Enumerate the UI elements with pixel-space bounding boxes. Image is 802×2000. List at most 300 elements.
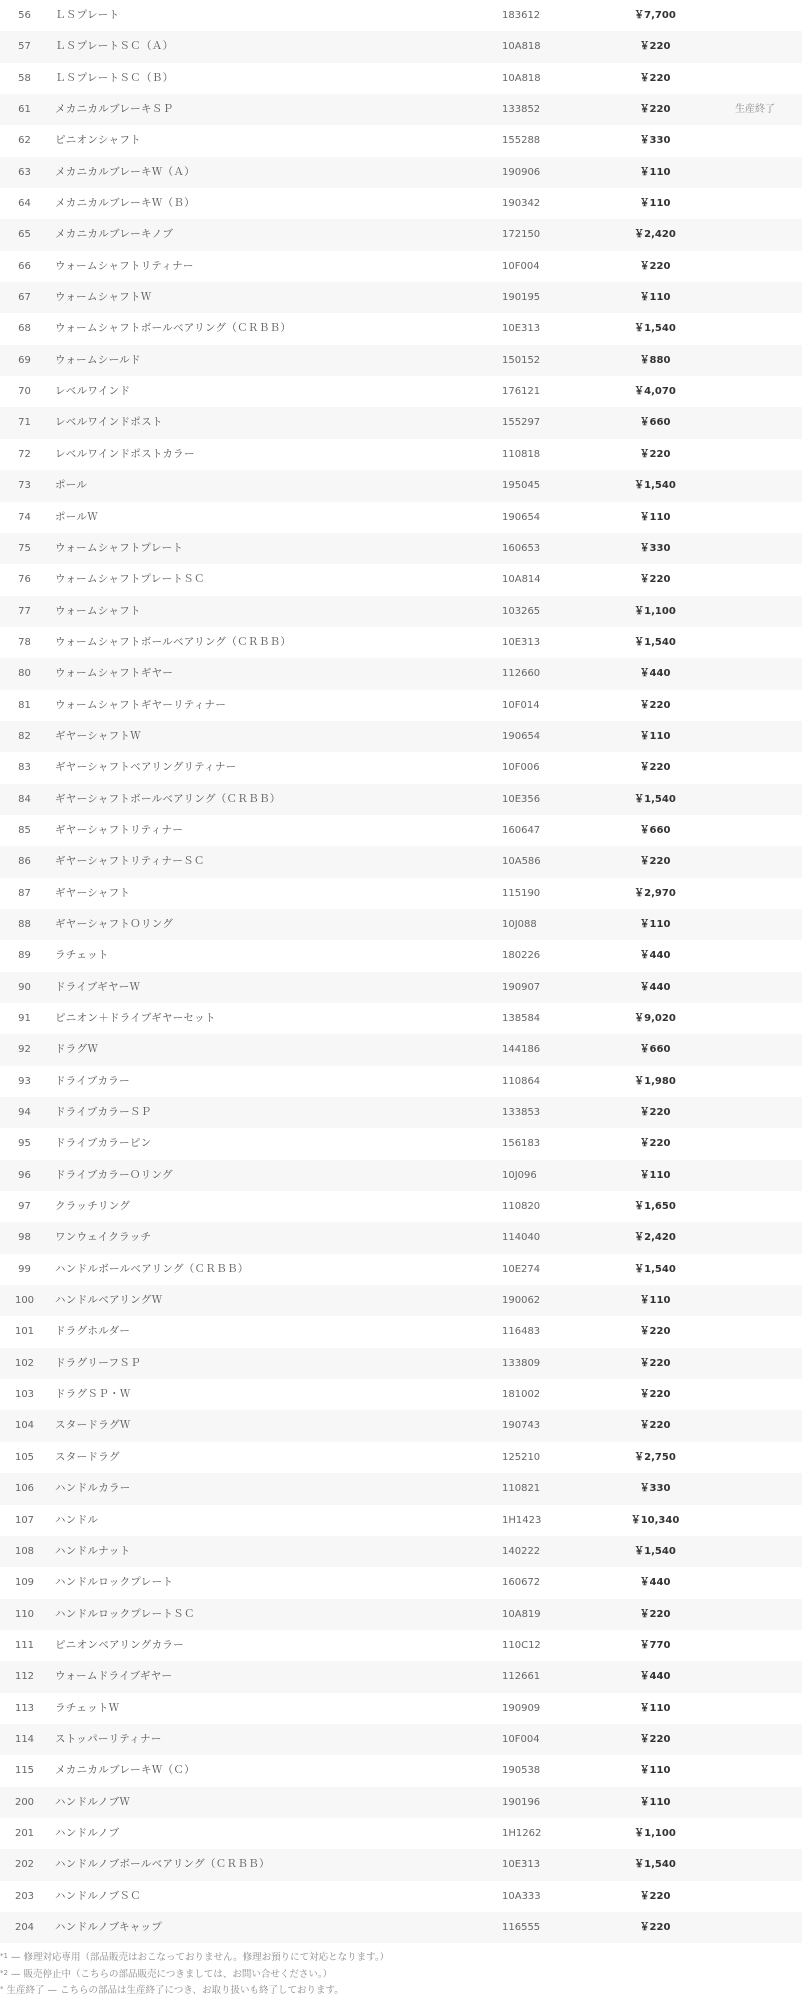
part-code: 150152 bbox=[502, 354, 541, 366]
part-code: 190909 bbox=[502, 1702, 541, 1714]
part-price: ￥9,020 bbox=[634, 1013, 676, 1024]
part-name: ウォームシャフト bbox=[55, 604, 141, 617]
part-number: 73 bbox=[18, 480, 31, 492]
part-price: ￥110 bbox=[639, 1295, 671, 1307]
part-code: 10F004 bbox=[502, 1733, 540, 1745]
part-code: 110820 bbox=[502, 1201, 541, 1213]
part-name: ギヤーシャフトベアリングリティナー bbox=[55, 761, 237, 774]
footnotes bbox=[0, 1950, 802, 2000]
part-name: ウォームシャフトリティナー bbox=[55, 259, 194, 272]
part-name: ウォームドライブギヤー bbox=[55, 1670, 173, 1683]
part-name: ドラグリーフＳＰ bbox=[55, 1356, 141, 1369]
part-number: 84 bbox=[18, 793, 31, 805]
part-number: 62 bbox=[18, 135, 31, 147]
part-name: ハンドルロックプレートＳＣ bbox=[55, 1607, 195, 1620]
table-row bbox=[0, 313, 802, 344]
part-name: ハンドルノブキャップ bbox=[55, 1920, 163, 1933]
part-price: ￥220 bbox=[639, 574, 671, 586]
part-name: ラチェットＷ bbox=[55, 1701, 120, 1714]
part-price: ￥110 bbox=[639, 511, 671, 523]
part-code: 1H1423 bbox=[502, 1514, 542, 1526]
part-number: 71 bbox=[18, 417, 31, 429]
part-number: 201 bbox=[14, 1827, 35, 1839]
part-number: 82 bbox=[18, 730, 31, 742]
part-number: 96 bbox=[18, 1169, 31, 1181]
table-row bbox=[0, 1567, 802, 1598]
part-price: ￥1,540 bbox=[634, 1545, 676, 1557]
part-price: ￥330 bbox=[639, 1483, 671, 1495]
part-number: 85 bbox=[18, 824, 31, 836]
part-name: ウォームシャフトプレート bbox=[55, 541, 184, 554]
table-row bbox=[0, 1285, 802, 1316]
part-price: ￥1,540 bbox=[634, 793, 676, 805]
part-name: ＬＳプレートＳＣ（Ｂ） bbox=[55, 71, 174, 84]
part-number: 75 bbox=[18, 542, 31, 554]
part-code: 190906 bbox=[502, 166, 541, 178]
part-code: 155297 bbox=[502, 417, 541, 429]
part-code: 10E313 bbox=[502, 636, 541, 648]
part-code: 10F004 bbox=[502, 260, 540, 272]
part-code: 116555 bbox=[502, 1921, 541, 1933]
part-number: 64 bbox=[18, 198, 31, 210]
part-name: ドラグＷ bbox=[55, 1043, 99, 1056]
part-number: 105 bbox=[14, 1451, 35, 1463]
table-row bbox=[0, 564, 802, 595]
table-row bbox=[0, 1755, 802, 1786]
part-name: ギヤーシャフト bbox=[55, 886, 131, 899]
footnote-text: — 販売停止中（こちらの部品販売につきましては、お問い合せください。） bbox=[7, 1968, 333, 1980]
part-price: ￥660 bbox=[639, 417, 671, 429]
part-number: 109 bbox=[14, 1577, 35, 1589]
part-price: ￥220 bbox=[639, 1357, 671, 1369]
part-code: 10A333 bbox=[502, 1890, 541, 1902]
part-price: ￥220 bbox=[639, 1733, 671, 1745]
footnote-mark: *1 bbox=[0, 1952, 8, 1960]
table-row bbox=[0, 1505, 802, 1536]
table-row bbox=[0, 1254, 802, 1285]
part-price: ￥1,540 bbox=[634, 636, 676, 648]
part-number: 204 bbox=[14, 1921, 35, 1933]
table-row bbox=[0, 972, 802, 1003]
part-price: ￥220 bbox=[639, 72, 671, 84]
part-name: ウォームシャフトプレートＳＣ bbox=[55, 573, 205, 586]
part-number: 102 bbox=[14, 1357, 35, 1369]
table-row bbox=[0, 1222, 802, 1253]
footnote-text: 生産終了 — こちらの部品は生産終了につき、お取り扱いも終了しております。 bbox=[3, 1985, 344, 1996]
part-code: 1H1262 bbox=[502, 1827, 542, 1839]
part-code: 10F006 bbox=[502, 762, 540, 774]
part-name: スタードラグ bbox=[55, 1450, 120, 1463]
table-row bbox=[0, 125, 802, 156]
part-number: 57 bbox=[18, 41, 31, 53]
part-number: 74 bbox=[18, 511, 31, 523]
part-code: 116483 bbox=[502, 1326, 541, 1338]
part-name: メカニカルブレーキＷ（Ｃ） bbox=[55, 1764, 195, 1777]
part-number: 88 bbox=[18, 918, 31, 930]
table-row bbox=[0, 470, 802, 501]
part-name: ハンドルロックプレート bbox=[55, 1576, 174, 1589]
part-name: ウォームシールド bbox=[55, 353, 141, 366]
part-code: 156183 bbox=[502, 1138, 541, 1150]
part-price: ￥110 bbox=[639, 1796, 671, 1808]
part-number: 67 bbox=[18, 292, 31, 304]
part-name: ドラグホルダー bbox=[55, 1325, 131, 1338]
part-name: ウォームシャフトＷ bbox=[55, 291, 152, 304]
table-row bbox=[0, 251, 802, 282]
part-name: ドライブカラーＯリング bbox=[55, 1168, 173, 1181]
table-row bbox=[0, 1410, 802, 1441]
part-price: ￥220 bbox=[639, 1890, 671, 1902]
table-row bbox=[0, 1379, 802, 1410]
table-row bbox=[0, 1599, 802, 1630]
part-price: ￥2,420 bbox=[634, 229, 676, 241]
part-code: 10E313 bbox=[502, 1859, 541, 1871]
part-price: ￥220 bbox=[639, 1138, 671, 1150]
part-price: ￥220 bbox=[639, 762, 671, 774]
table-row bbox=[0, 690, 802, 721]
part-price: ￥660 bbox=[639, 824, 671, 836]
part-name: ラチェット bbox=[55, 949, 109, 962]
part-number: 112 bbox=[14, 1671, 35, 1683]
table-row bbox=[0, 1034, 802, 1065]
part-price: ￥110 bbox=[639, 198, 671, 210]
part-name: ハンドルナット bbox=[55, 1544, 131, 1557]
part-name: ピニオンシャフト bbox=[55, 134, 141, 147]
part-number: 78 bbox=[18, 636, 31, 648]
table-row bbox=[0, 878, 802, 909]
table-row bbox=[0, 1473, 802, 1504]
part-code: 176121 bbox=[502, 386, 541, 398]
part-price: ￥2,970 bbox=[634, 887, 676, 899]
part-price: ￥440 bbox=[639, 1671, 671, 1683]
table-row bbox=[0, 1066, 802, 1097]
part-name: ドライブギヤーＷ bbox=[55, 980, 141, 993]
part-number: 66 bbox=[18, 260, 31, 272]
part-number: 68 bbox=[18, 323, 31, 335]
part-number: 69 bbox=[18, 354, 31, 366]
part-price: ￥220 bbox=[639, 260, 671, 272]
part-name: ピニオンベアリングカラー bbox=[55, 1638, 184, 1651]
part-price: ￥110 bbox=[639, 918, 671, 930]
part-code: 10E274 bbox=[502, 1263, 541, 1275]
part-number: 103 bbox=[14, 1389, 35, 1401]
part-price: ￥1,650 bbox=[634, 1201, 676, 1213]
part-price: ￥770 bbox=[639, 1639, 671, 1651]
part-code: 125210 bbox=[502, 1451, 541, 1463]
table-row bbox=[0, 439, 802, 470]
part-price: ￥1,980 bbox=[634, 1075, 676, 1087]
table-row bbox=[0, 188, 802, 219]
table-row bbox=[0, 909, 802, 940]
part-name: メカニカルブレーキＷ（Ａ） bbox=[55, 165, 195, 178]
table-row bbox=[0, 407, 802, 438]
part-name: ポール bbox=[55, 479, 88, 492]
part-name: ドラグＳＰ・Ｗ bbox=[55, 1388, 131, 1401]
part-number: 63 bbox=[18, 166, 31, 178]
part-name: ストッパーリティナー bbox=[55, 1732, 162, 1745]
part-price: ￥220 bbox=[639, 448, 671, 460]
part-code: 110818 bbox=[502, 448, 541, 460]
part-name: ハンドルノブＷ bbox=[55, 1795, 131, 1808]
table-row bbox=[0, 1693, 802, 1724]
part-name: ギヤーシャフトリティナーＳＣ bbox=[55, 855, 205, 868]
part-number: 87 bbox=[18, 887, 31, 899]
part-number: 93 bbox=[18, 1075, 31, 1087]
part-name: レベルワインドポストカラー bbox=[55, 447, 195, 460]
part-price: ￥440 bbox=[639, 1577, 671, 1589]
part-number: 56 bbox=[18, 10, 31, 21]
part-price: ￥2,420 bbox=[634, 1232, 676, 1244]
table-row bbox=[0, 157, 802, 188]
table-row bbox=[0, 1912, 802, 1943]
part-code: 160647 bbox=[502, 824, 541, 836]
table-row bbox=[0, 1128, 802, 1159]
table-row bbox=[0, 94, 802, 125]
part-number: 99 bbox=[18, 1263, 31, 1275]
part-code: 103265 bbox=[502, 605, 541, 617]
part-name: ハンドルノブＳＣ bbox=[55, 1889, 141, 1902]
part-price: ￥220 bbox=[639, 1107, 671, 1119]
part-number: 100 bbox=[14, 1295, 35, 1307]
part-number: 70 bbox=[18, 386, 31, 398]
part-name: ウォームシャフトギヤー bbox=[55, 667, 174, 680]
part-number: 90 bbox=[18, 981, 31, 993]
part-code: 183612 bbox=[502, 10, 541, 21]
part-price: ￥440 bbox=[639, 668, 671, 680]
part-code: 190907 bbox=[502, 981, 541, 993]
table-row bbox=[0, 658, 802, 689]
part-price: ￥220 bbox=[639, 1326, 671, 1338]
table-row bbox=[0, 1536, 802, 1567]
part-name: レベルワインドポスト bbox=[55, 416, 163, 429]
part-code: 10E313 bbox=[502, 323, 541, 335]
table-row bbox=[0, 1097, 802, 1128]
table-row bbox=[0, 1003, 802, 1034]
part-code: 190538 bbox=[502, 1765, 541, 1777]
part-code: 133853 bbox=[502, 1107, 541, 1119]
part-name: ギヤーシャフトボールベアリング（ＣＲＢＢ） bbox=[55, 792, 281, 805]
table-row bbox=[0, 345, 802, 376]
part-code: 190743 bbox=[502, 1420, 541, 1432]
table-row bbox=[0, 1849, 802, 1880]
part-code: 172150 bbox=[502, 229, 541, 241]
part-code: 114040 bbox=[502, 1232, 541, 1244]
part-name: ギヤーシャフトＯリング bbox=[55, 917, 174, 930]
part-number: 106 bbox=[14, 1483, 35, 1495]
part-name: ハンドルボールベアリング（ＣＲＢＢ） bbox=[55, 1262, 249, 1275]
part-name: ドライブカラー bbox=[55, 1074, 130, 1087]
part-number: 89 bbox=[18, 950, 31, 962]
table-row bbox=[0, 846, 802, 877]
part-number: 113 bbox=[14, 1702, 35, 1714]
part-price: ￥1,540 bbox=[634, 1263, 676, 1275]
part-code: 115190 bbox=[502, 887, 541, 899]
part-name: ハンドル bbox=[55, 1513, 99, 1526]
part-name: ポールＷ bbox=[55, 510, 98, 523]
part-code: 180226 bbox=[502, 950, 541, 962]
part-code: 190654 bbox=[502, 511, 541, 523]
part-number: 58 bbox=[18, 72, 31, 84]
part-number: 94 bbox=[18, 1107, 31, 1119]
part-price: ￥4,070 bbox=[634, 386, 676, 398]
table-row bbox=[0, 1160, 802, 1191]
part-code: 195045 bbox=[502, 480, 541, 492]
part-code: 138584 bbox=[502, 1013, 541, 1024]
part-code: 190654 bbox=[502, 730, 541, 742]
table-row bbox=[0, 376, 802, 407]
part-name: ピニオン＋ドライブギヤーセット bbox=[55, 1012, 216, 1024]
part-number: 111 bbox=[14, 1639, 35, 1651]
part-code: 133809 bbox=[502, 1357, 541, 1369]
part-code: 160653 bbox=[502, 542, 541, 554]
footnote-line bbox=[0, 1967, 802, 1984]
part-number: 77 bbox=[18, 605, 31, 617]
part-price: ￥2,750 bbox=[634, 1451, 676, 1463]
part-number: 81 bbox=[18, 699, 31, 711]
part-number: 95 bbox=[18, 1138, 31, 1150]
part-name: ドライブカラーＳＰ bbox=[55, 1106, 152, 1119]
part-price: ￥440 bbox=[639, 950, 671, 962]
part-number: 200 bbox=[14, 1796, 35, 1808]
part-price: ￥1,100 bbox=[634, 605, 676, 617]
part-price: ￥110 bbox=[639, 730, 671, 742]
part-price: ￥660 bbox=[639, 1044, 671, 1056]
part-name: ウォームシャフトボールベアリング（ＣＲＢＢ） bbox=[55, 635, 292, 648]
table-row bbox=[0, 219, 802, 250]
part-price: ￥220 bbox=[639, 104, 671, 116]
part-name: ドライブカラーピン bbox=[55, 1137, 152, 1150]
part-number: 97 bbox=[18, 1201, 31, 1213]
table-row bbox=[0, 627, 802, 658]
part-name: ウォームシャフトボールベアリング（ＣＲＢＢ） bbox=[55, 322, 292, 335]
part-price: ￥440 bbox=[639, 981, 671, 993]
part-price: ￥220 bbox=[639, 41, 671, 53]
part-number: 65 bbox=[18, 229, 31, 241]
part-number: 202 bbox=[14, 1859, 35, 1871]
part-number: 76 bbox=[18, 574, 31, 586]
part-code: 110C12 bbox=[502, 1639, 541, 1651]
part-price: ￥220 bbox=[639, 1921, 671, 1933]
part-name: ハンドルベアリングＷ bbox=[55, 1294, 163, 1307]
part-code: 112660 bbox=[502, 668, 541, 680]
part-code: 10E356 bbox=[502, 793, 541, 805]
table-row bbox=[0, 752, 802, 783]
table-row bbox=[0, 1316, 802, 1347]
footnote-mark: *2 bbox=[0, 1968, 8, 1977]
part-price: ￥1,540 bbox=[634, 323, 676, 335]
part-code: 190342 bbox=[502, 198, 541, 210]
part-code: 190195 bbox=[502, 292, 541, 304]
part-price: ￥10,340 bbox=[630, 1514, 680, 1526]
part-number: 83 bbox=[18, 762, 31, 774]
part-code: 160672 bbox=[502, 1577, 541, 1589]
part-number: 107 bbox=[14, 1514, 35, 1526]
part-price: ￥220 bbox=[639, 699, 671, 711]
part-name: クラッチリング bbox=[55, 1200, 131, 1213]
part-code: 10A818 bbox=[502, 72, 541, 84]
part-code: 133852 bbox=[502, 104, 541, 116]
part-price: ￥330 bbox=[639, 542, 671, 554]
part-price: ￥220 bbox=[639, 1420, 671, 1432]
part-price: ￥220 bbox=[639, 856, 671, 868]
part-name: ギヤーシャフトＷ bbox=[55, 729, 141, 742]
part-code: 10A814 bbox=[502, 574, 541, 586]
table-row bbox=[0, 1191, 802, 1222]
part-price: ￥1,100 bbox=[634, 1827, 676, 1839]
part-code: 155288 bbox=[502, 135, 541, 147]
part-code: 181002 bbox=[502, 1389, 541, 1401]
table-row bbox=[0, 63, 802, 94]
part-number: 114 bbox=[14, 1733, 35, 1745]
part-number: 61 bbox=[18, 104, 31, 116]
part-number: 203 bbox=[14, 1890, 35, 1902]
part-code: 10J096 bbox=[502, 1169, 537, 1181]
footnote-text: — 修理対応専用（部品販売はおこなっておりません。修理お預りにて対応となります。） bbox=[7, 1952, 390, 1963]
part-name: ＬＳプレートＳＣ（Ａ） bbox=[55, 40, 174, 53]
table-row bbox=[0, 1881, 802, 1912]
part-price: ￥880 bbox=[639, 354, 671, 366]
part-number: 104 bbox=[14, 1420, 35, 1432]
part-price: ￥1,540 bbox=[634, 480, 676, 492]
part-name: スタードラグＷ bbox=[55, 1419, 131, 1432]
part-name: ＬＳプレート bbox=[55, 9, 120, 21]
part-name: ウォームシャフトギヤーリティナー bbox=[55, 698, 227, 711]
part-code: 112661 bbox=[502, 1671, 541, 1683]
part-price: ￥330 bbox=[639, 135, 671, 147]
table-row bbox=[0, 1442, 802, 1473]
part-code: 10A819 bbox=[502, 1608, 541, 1620]
part-number: 110 bbox=[14, 1608, 35, 1620]
footnote-mark: * bbox=[0, 1985, 4, 1993]
part-price: ￥1,540 bbox=[634, 1859, 676, 1871]
part-code: 110821 bbox=[502, 1483, 541, 1495]
table-row bbox=[0, 282, 802, 313]
table-row bbox=[0, 1630, 802, 1661]
table-row bbox=[0, 721, 802, 752]
part-price: ￥220 bbox=[639, 1608, 671, 1620]
part-price: ￥110 bbox=[639, 1169, 671, 1181]
part-number: 72 bbox=[18, 448, 31, 460]
part-code: 10F014 bbox=[502, 699, 540, 711]
table-row bbox=[0, 1818, 802, 1849]
part-price: ￥110 bbox=[639, 1765, 671, 1777]
part-number: 101 bbox=[14, 1326, 35, 1338]
part-name: メカニカルブレーキＷ（Ｂ） bbox=[55, 197, 195, 210]
table-row bbox=[0, 940, 802, 971]
table-row bbox=[0, 815, 802, 846]
table-row bbox=[0, 1724, 802, 1755]
part-price: ￥220 bbox=[639, 1389, 671, 1401]
table-row bbox=[0, 31, 802, 62]
part-price: ￥110 bbox=[639, 1702, 671, 1714]
part-name: ギヤーシャフトリティナー bbox=[55, 823, 184, 836]
part-name: レベルワインド bbox=[55, 385, 131, 398]
table-row bbox=[0, 596, 802, 627]
table-row bbox=[0, 533, 802, 564]
footnote-line bbox=[0, 1983, 802, 2000]
part-code: 10A818 bbox=[502, 41, 541, 53]
table-row bbox=[0, 502, 802, 533]
part-name: ワンウェイクラッチ bbox=[55, 1231, 152, 1244]
table-row bbox=[0, 0, 802, 31]
part-price: ￥110 bbox=[639, 292, 671, 304]
table-row bbox=[0, 784, 802, 815]
part-name: ハンドルカラー bbox=[55, 1482, 131, 1495]
table-row bbox=[0, 1348, 802, 1379]
part-number: 91 bbox=[18, 1013, 31, 1024]
part-name: ハンドルノブ bbox=[55, 1826, 120, 1839]
part-price: ￥110 bbox=[639, 166, 671, 178]
